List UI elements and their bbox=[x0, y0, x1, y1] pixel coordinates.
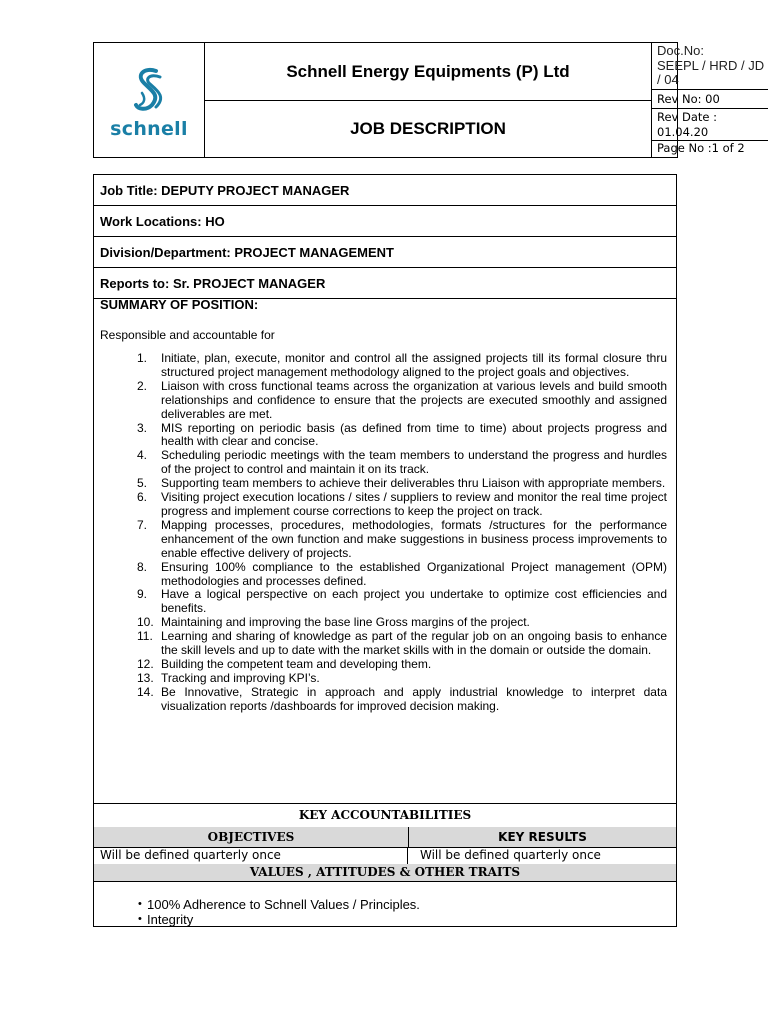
traits-list bbox=[94, 897, 676, 927]
responsibility-number: 13. bbox=[137, 670, 154, 685]
responsibility-item bbox=[100, 630, 676, 658]
responsibility-text: Scheduling periodic meetings with the team members to understand the progress and hurdles of the project to control and maintain it on its track. bbox=[161, 448, 667, 477]
revision-date-value: 01.04.20 bbox=[657, 125, 709, 139]
responsibility-item bbox=[100, 380, 676, 422]
revision-number: Rev No: 00 bbox=[652, 90, 768, 109]
responsibility-item bbox=[100, 616, 676, 630]
traits-section bbox=[94, 881, 676, 927]
responsibility-number: 8. bbox=[137, 559, 148, 574]
responsibility-item bbox=[100, 491, 676, 519]
responsibility-item bbox=[100, 449, 676, 477]
responsibility-list bbox=[100, 352, 676, 714]
job-description-table bbox=[93, 174, 677, 927]
responsibility-item bbox=[100, 686, 676, 714]
doc-number bbox=[652, 43, 768, 90]
document-header bbox=[93, 42, 765, 158]
responsibility-text: Building the competent team and developing them. bbox=[161, 656, 432, 671]
responsibility-item bbox=[100, 477, 676, 491]
responsibility-number: 14. bbox=[137, 684, 154, 699]
accountabilities-value-row bbox=[94, 847, 676, 865]
responsibility-number: 4. bbox=[137, 448, 148, 463]
document-title: JOB DESCRIPTION bbox=[350, 118, 506, 138]
accountabilities-header-row bbox=[94, 827, 676, 848]
doc-number-value: SEEPL / HRD / JD / 04 bbox=[657, 57, 765, 87]
responsibility-text: Tracking and improving KPI’s. bbox=[161, 670, 320, 685]
trait-item: • Integrity bbox=[94, 912, 676, 927]
responsibility-number: 5. bbox=[137, 476, 148, 491]
responsibility-text: Learning and sharing of knowledge as part of the regular job on an ongoing basis to enhance the skill levels and up to date with the market skills with in the domain or outside the domain. bbox=[161, 629, 667, 658]
reports-to-row: Reports to: Sr. PROJECT MANAGER bbox=[94, 268, 676, 299]
key-accountabilities-heading: KEY ACCOUNTABILITIES bbox=[94, 804, 676, 828]
responsibility-item bbox=[100, 672, 676, 686]
objectives-column-header: OBJECTIVES bbox=[94, 827, 409, 847]
responsibility-number: 2. bbox=[137, 378, 148, 393]
key-results-value: Will be defined quarterly once bbox=[420, 848, 601, 862]
responsibility-item bbox=[100, 588, 676, 616]
responsibility-number: 10. bbox=[137, 615, 154, 630]
responsibility-item bbox=[100, 561, 676, 589]
key-results-column-header: KEY RESULTS bbox=[498, 830, 587, 844]
responsibility-text: Visiting project execution locations / sites / suppliers to review and monitor the real time project progress and implement course corrections to keep the project on track. bbox=[161, 490, 667, 518]
responsibility-item bbox=[100, 658, 676, 672]
responsibility-text: MIS reporting on periodic basis (as defined from time to time) about projects progress and health with clear and concise. bbox=[161, 420, 667, 449]
work-locations-row: Work Locations: HO bbox=[94, 206, 676, 237]
responsibility-number: 11. bbox=[137, 629, 153, 644]
company-name: Schnell Energy Equipments (P) Ltd bbox=[204, 43, 652, 101]
responsibility-text: Supporting team members to achieve their deliverables thru Liaison with appropriate members. bbox=[161, 476, 666, 491]
responsibility-text: Initiate, plan, execute, monitor and control all the assigned projects till its formal closure thru structured project management methodology aligned to the project goals and objectives. bbox=[161, 351, 667, 379]
revision-date-label: Rev Date : bbox=[657, 110, 718, 124]
responsibility-text: Mapping processes, procedures, methodologies, formats /structures for the performance enhancement of the own function and make suggestions in business process improvements to enable effective delivery of projects. bbox=[161, 517, 667, 560]
doc-number-label: Doc.No: bbox=[657, 43, 704, 58]
logo-text: schnell bbox=[110, 118, 188, 140]
responsibility-text: Have a logical perspective on each project you undertake to optimize cost efficiencies and benefits. bbox=[161, 587, 667, 616]
responsibility-text: Maintaining and improving the base line Gross margins of the project. bbox=[161, 615, 530, 630]
summary-heading: SUMMARY OF POSITION: bbox=[100, 297, 259, 312]
responsibility-number: 1. bbox=[137, 351, 148, 365]
responsibility-text: Be Innovative, Strategic in approach and apply industrial knowledge to interpret data visualization reports /dashboards for improved decision making. bbox=[161, 684, 667, 713]
responsibility-text: Ensuring 100% compliance to the established Organizational Project management (OPM) methodologies and processes defined. bbox=[161, 559, 667, 588]
values-attitudes-heading: VALUES , ATTITUDES & OTHER TRAITS bbox=[94, 864, 676, 882]
responsibility-number: 7. bbox=[137, 517, 148, 532]
responsibility-text: Liaison with cross functional teams across the organization at various levels and build smooth relationships and confidence to ensure that the projects are executed smoothly and assigned deliverables are met. bbox=[161, 378, 667, 421]
division-row: Division/Department: PROJECT MANAGEMENT bbox=[94, 237, 676, 268]
summary-of-position bbox=[94, 299, 676, 804]
job-title-row: Job Title: DEPUTY PROJECT MANAGER bbox=[94, 175, 676, 206]
page-number: Page No :1 of 2 bbox=[657, 141, 745, 155]
responsibility-number: 9. bbox=[137, 587, 148, 602]
logo-cell bbox=[94, 43, 205, 157]
responsibility-number: 6. bbox=[137, 490, 148, 505]
responsibility-item bbox=[100, 422, 676, 450]
objectives-value: Will be defined quarterly once bbox=[94, 847, 408, 864]
responsibility-item bbox=[100, 352, 676, 380]
document-meta bbox=[651, 43, 768, 157]
summary-intro: Responsible and accountable for bbox=[100, 328, 275, 342]
responsibility-number: 3. bbox=[137, 420, 148, 435]
trait-item: • 100% Adherence to Schnell Values / Principles. bbox=[94, 897, 676, 912]
responsibility-number: 12. bbox=[137, 656, 154, 671]
schnell-logo-icon bbox=[130, 65, 168, 113]
revision-date bbox=[652, 109, 768, 141]
responsibility-item bbox=[100, 519, 676, 561]
